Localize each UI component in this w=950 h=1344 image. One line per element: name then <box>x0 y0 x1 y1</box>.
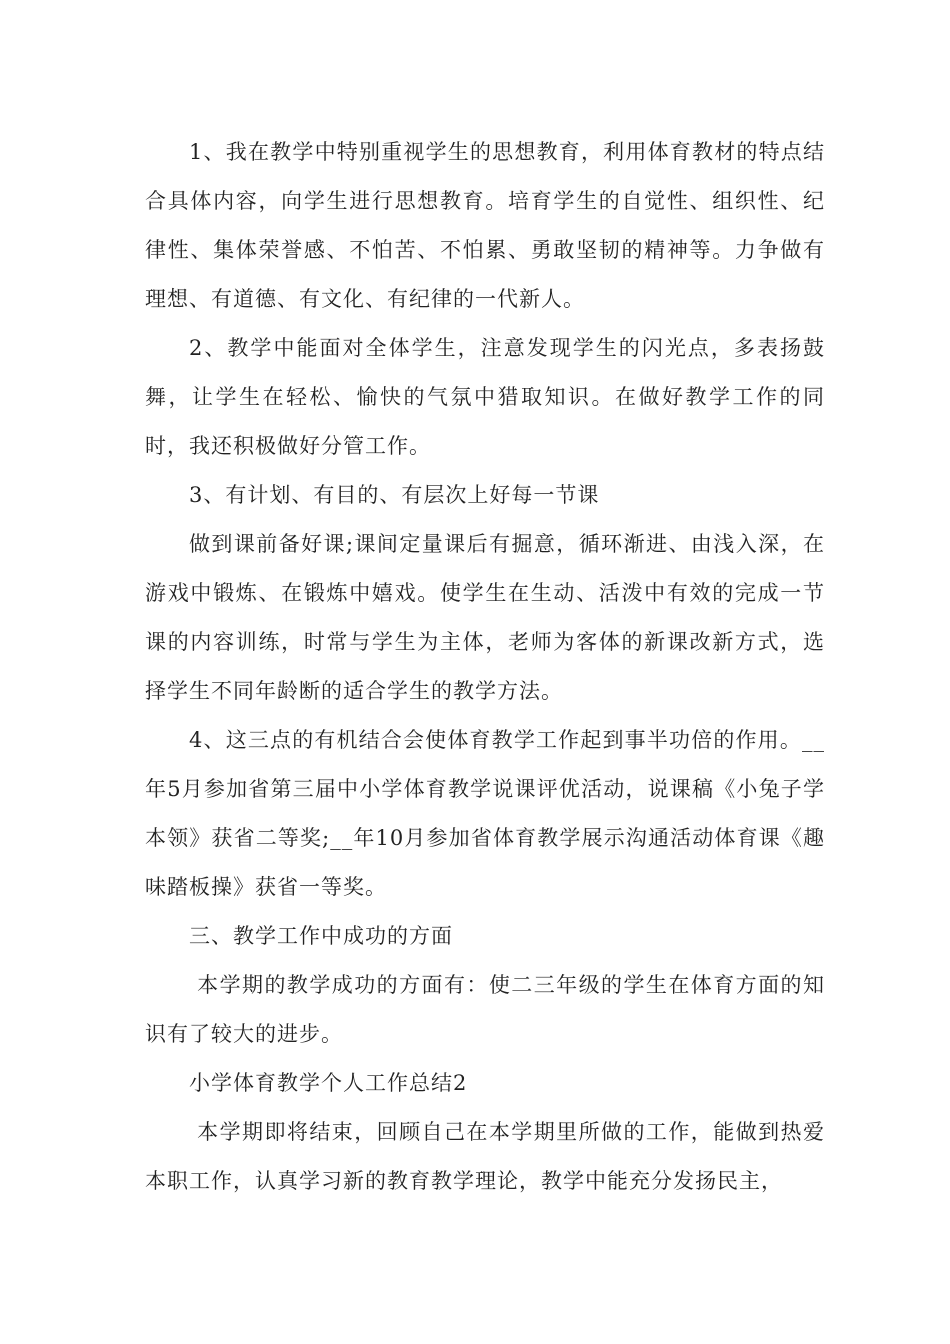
paragraph-7: 本学期即将结束，回顾自己在本学期里所做的工作，能做到热爱本职工作，认真学习新的教育教学理论，教学中能充分发扬民主， <box>145 1120 825 1193</box>
document-body <box>145 128 825 1206</box>
paragraph-5: 4、这三点的有机结合会使体育教学工作起到事半功倍的作用。__年5月参加省第三届中小学体育教学说课评优活动，说课稿《小兔子学本领》获省二等奖;__年10月参加省体育教学展示沟通活动体育课《趣味踏板操》获省一等奖。 <box>145 728 825 899</box>
paragraph-1: 1、我在教学中特别重视学生的思想教育，利用体育教材的特点结合具体内容，向学生进行思想教育。培育学生的自觉性、组织性、纪律性、集体荣誉感、不怕苦、不怕累、勇敢坚韧的精神等。力争做有理想、有道德、有文化、有纪律的一代新人。 <box>145 140 825 311</box>
paragraph-3: 3、有计划、有目的、有层次上好每一节课 <box>189 483 600 507</box>
paragraph-2: 2、教学中能面对全体学生，注意发现学生的闪光点，多表扬鼓舞，让学生在轻松、愉快的气氛中猎取知识。在做好教学工作的同时，我还积极做好分管工作。 <box>145 336 825 458</box>
subtitle: 小学体育教学个人工作总结2 <box>189 1071 468 1095</box>
paragraph-6: 本学期的教学成功的方面有：使二三年级的学生在体育方面的知识有了较大的进步。 <box>145 973 825 1046</box>
section-heading: 三、教学工作中成功的方面 <box>189 924 453 948</box>
paragraph-4: 做到课前备好课;课间定量课后有掘意，循环渐进、由浅入深，在游戏中锻炼、在锻炼中嬉戏。使学生在生动、活泼中有效的完成一节课的内容训练，时常与学生为主体，老师为客体的新课改新方式，选择学生不同年龄断的适合学生的教学方法。 <box>145 532 825 703</box>
